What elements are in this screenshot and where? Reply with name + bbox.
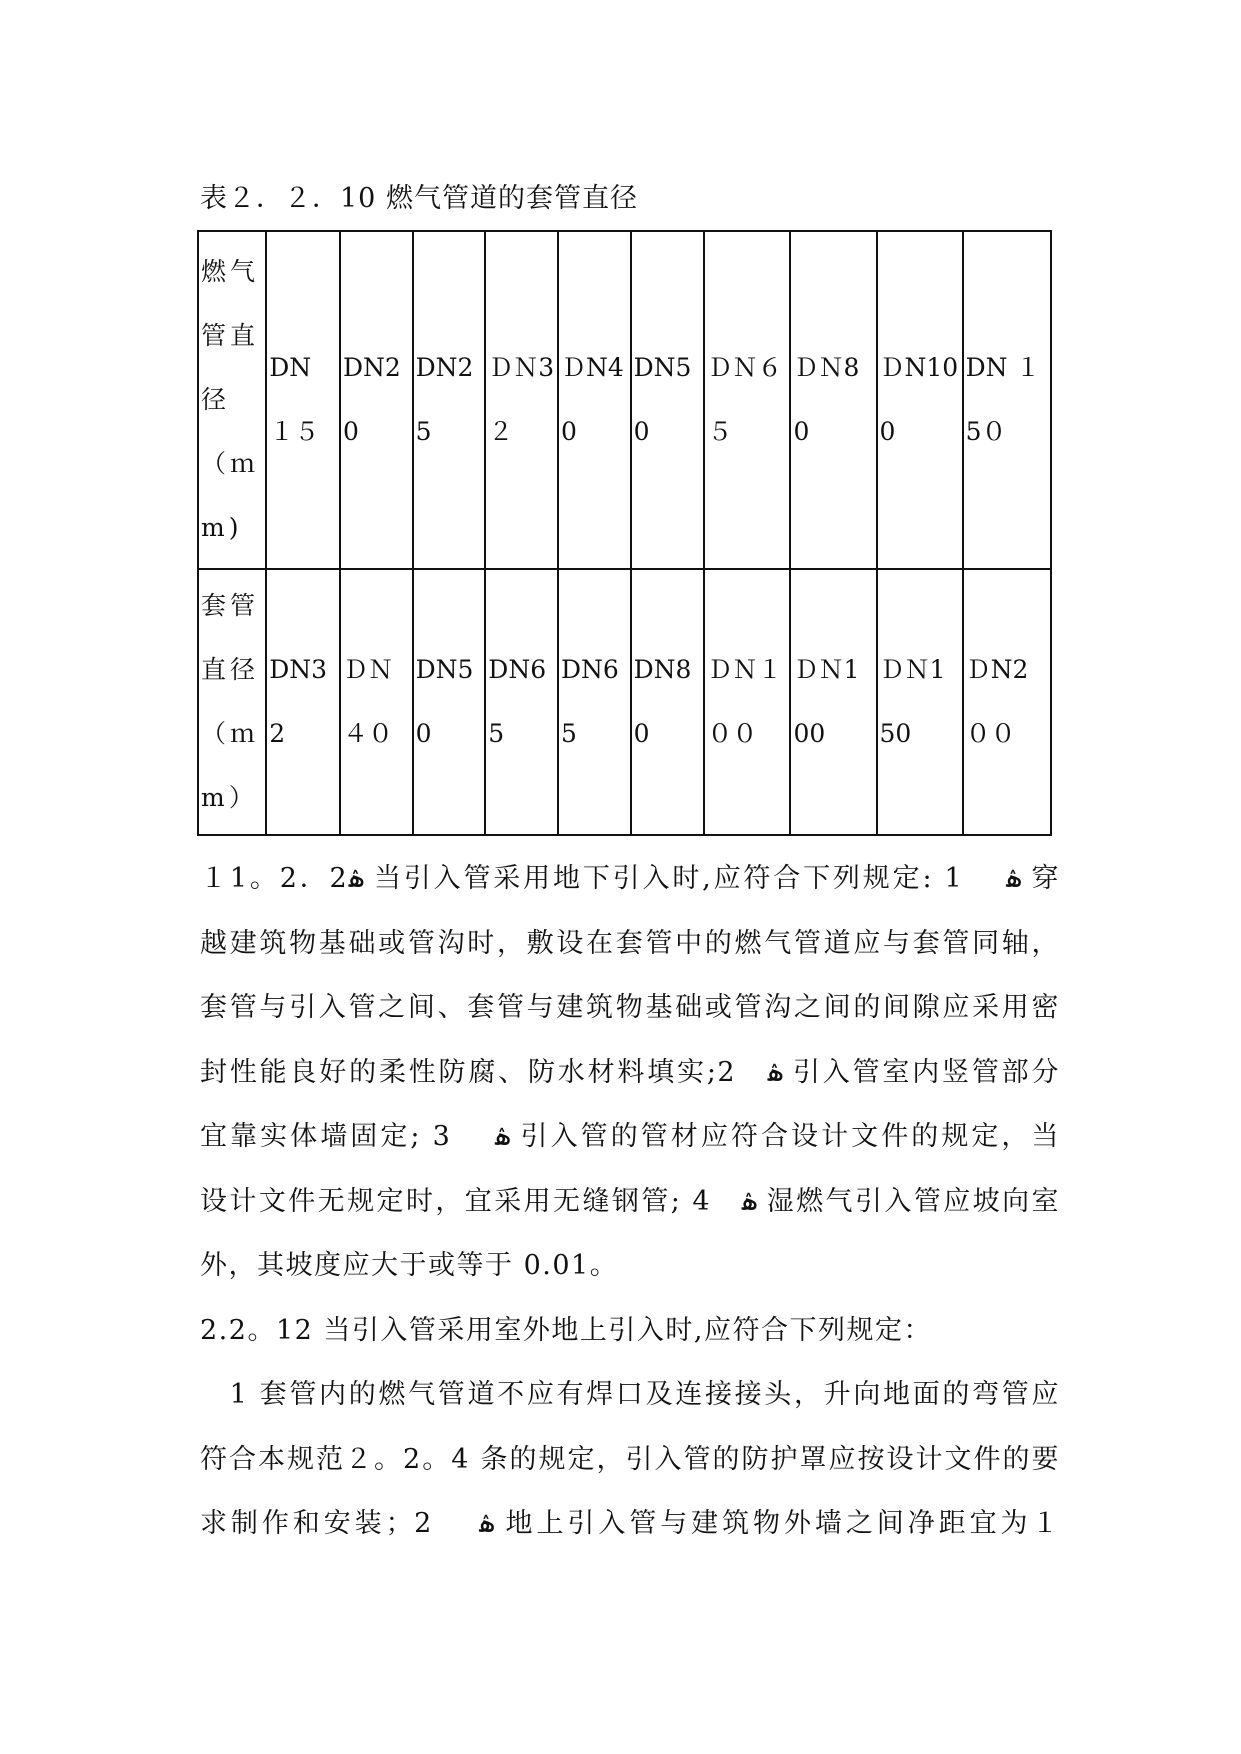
row-header: 套管直径（ｍm）: [198, 569, 266, 835]
table-cell: ＤＮ150: [877, 569, 963, 835]
casing-diameter-table: [197, 230, 1052, 836]
table-row-casing: [198, 569, 1051, 835]
table-cell: ＤＮ3２: [485, 231, 558, 569]
text-line: 求制作和安装；2 ۿ 地上引入管与建筑物外墙之间净距宜为１: [200, 1508, 1060, 1539]
text-line: 1 套管内的燃气管道不应有焊口及连接接头，升向地面的弯管应: [200, 1379, 1060, 1410]
text-line: 外，其坡度应大于或等于 0.01。: [200, 1250, 619, 1281]
table-cell: DN65: [485, 569, 558, 835]
text-line: 宜靠实体墙固定; 3 ۿ 引入管的管材应符合设计文件的规定，当: [200, 1121, 1060, 1152]
text-line: 套管与引入管之间、套管与建筑物基础或管沟之间的间隙应采用密: [200, 992, 1060, 1023]
table-cell: ＤＮ４０: [340, 569, 413, 835]
table-cell: DN32: [266, 569, 340, 835]
table-cell: ＤＮ80: [790, 231, 876, 569]
text-line: 封性能良好的柔性防腐、防水材料填实;2 ۿ 引入管室内竖管部分: [200, 1056, 1060, 1088]
table-cell: DN25: [413, 231, 486, 569]
table-cell: ＤN40: [558, 231, 631, 569]
table-cell: ＤN100: [877, 231, 963, 569]
table-cell: DN80: [631, 569, 705, 835]
table-caption: 表２．２．10 燃气管道的套管直径: [200, 183, 638, 214]
table-cell: DN65: [558, 569, 631, 835]
table-row-gas-pipe: [198, 231, 1051, 569]
text-line: 2.2。12 当引入管采用室外地上引入时,应符合下列规定：: [200, 1314, 932, 1346]
table-cell: ＤＮ100: [790, 569, 876, 835]
text-line: 设计文件无规定时，宜采用无缝钢管; 4 ۿ 湿燃气引入管应坡向室: [200, 1185, 1060, 1217]
text-line: １1。2．2ۿ 当引入管采用地下引入时,应符合下列规定: 1 ۿ 穿: [200, 863, 1060, 894]
text-line: 符合本规范２。2。4 条的规定，引入管的防护罩应按设计文件的要: [200, 1443, 1060, 1475]
table-cell: ＤＮ１００: [704, 569, 790, 835]
row-header: 燃气管直径（ｍm): [198, 231, 266, 569]
table-cell: DN20: [340, 231, 413, 569]
table-cell: DN １５: [266, 231, 340, 569]
table-cell: DN50: [631, 231, 705, 569]
text-line: 越建筑物基础或管沟时，敷设在套管中的燃气管道应与套管同轴，: [200, 927, 1060, 959]
table-cell: DN １5０: [963, 231, 1051, 569]
table-cell: ＤN2００: [963, 569, 1051, 835]
table-cell: DN50: [413, 569, 486, 835]
table-cell: ＤＮ６５: [704, 231, 790, 569]
body-text: [200, 847, 1060, 1557]
